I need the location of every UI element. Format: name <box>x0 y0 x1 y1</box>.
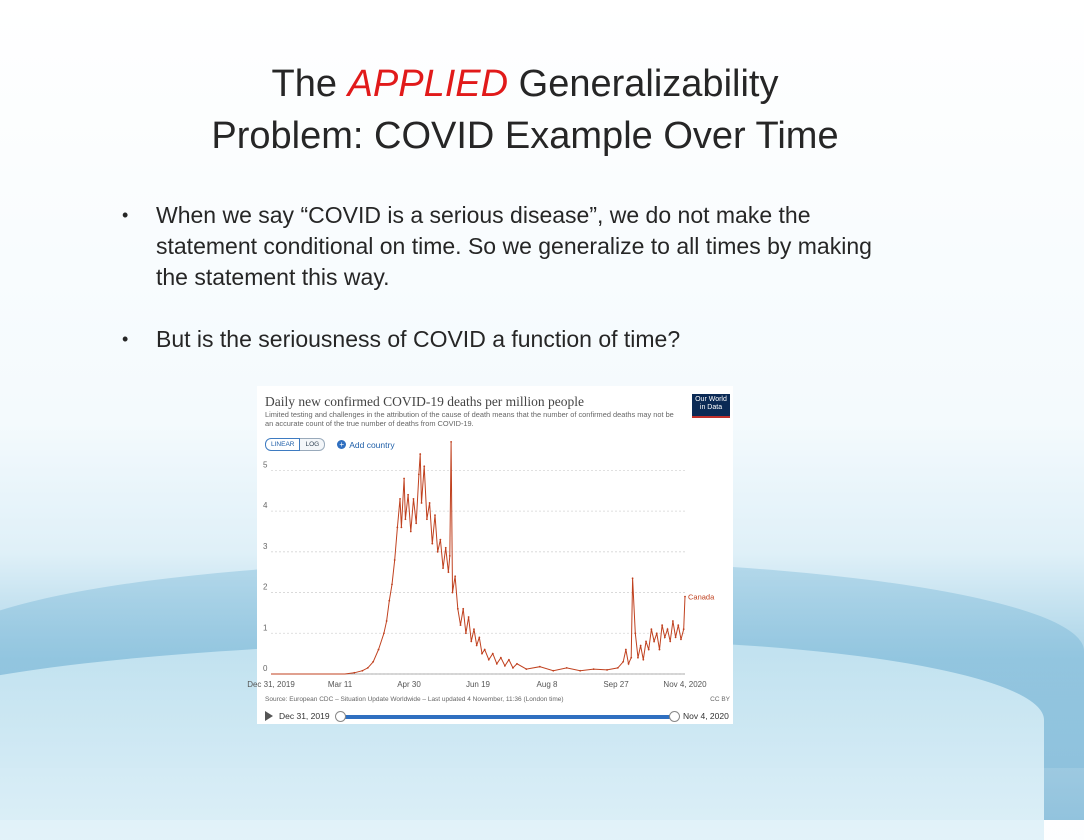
timeline-slider <box>257 708 733 724</box>
data-point <box>628 663 630 665</box>
data-point <box>478 636 480 638</box>
data-point <box>372 661 374 663</box>
data-point <box>421 502 423 504</box>
timeline-track[interactable] <box>339 715 675 719</box>
x-tick-label: Jun 19 <box>465 680 491 689</box>
data-point <box>664 636 666 638</box>
data-point <box>476 645 478 647</box>
data-point <box>539 666 541 668</box>
data-point <box>439 539 441 541</box>
x-tick-label: Aug 8 <box>536 680 558 689</box>
data-point <box>419 453 421 455</box>
data-point <box>410 531 412 533</box>
log-button[interactable]: LOG <box>300 438 325 451</box>
data-point <box>667 628 669 630</box>
data-point <box>645 641 647 643</box>
title-line-1 <box>120 58 930 110</box>
data-point <box>630 657 632 659</box>
data-point <box>386 620 388 622</box>
timeline-start-label: Dec 31, 2019 <box>279 711 330 721</box>
data-point <box>353 672 355 674</box>
title-line-2: Problem: COVID Example Over Time <box>211 115 839 157</box>
x-tick-label: Nov 4, 2020 <box>663 680 707 689</box>
title-suffix: Generalizability <box>508 63 779 105</box>
data-point <box>383 632 385 634</box>
data-point <box>431 543 433 545</box>
data-point <box>579 670 581 672</box>
data-point <box>470 641 472 643</box>
data-point <box>653 641 655 643</box>
chart-title: Daily new confirmed COVID-19 deaths per million people <box>265 394 585 409</box>
play-icon[interactable] <box>265 711 273 721</box>
data-point <box>415 522 417 524</box>
series-label-canada: Canada <box>688 592 715 602</box>
data-point <box>448 571 450 573</box>
data-point <box>650 628 652 630</box>
data-point <box>492 653 494 655</box>
y-tick-label: 0 <box>263 664 268 673</box>
linear-button[interactable]: LINEAR <box>265 438 300 451</box>
data-point <box>642 659 644 661</box>
data-point <box>637 657 639 659</box>
bullet-item <box>122 200 902 293</box>
data-point <box>400 526 402 528</box>
chart-source <box>265 696 730 703</box>
line-chart <box>247 386 733 696</box>
data-point <box>516 663 518 665</box>
data-point <box>625 649 627 651</box>
timeline-end-label: Nov 4, 2020 <box>683 711 729 721</box>
bullet-item <box>122 324 902 355</box>
chart-subtitle: Limited testing and challenges in the attribution of the cause of death means that the number of confirmed deaths may not be an accurate count of the true number of deaths from COVID-19. <box>265 410 674 428</box>
data-point <box>396 526 398 528</box>
bullet-text: But is the seriousness of COVID a function of time? <box>156 326 681 352</box>
data-point <box>680 638 682 640</box>
title-emphasis: APPLIED <box>347 63 509 105</box>
x-tick-label: Mar 11 <box>327 680 353 689</box>
slide-title <box>120 58 930 162</box>
data-point <box>484 649 486 651</box>
data-point <box>481 653 483 655</box>
data-point <box>450 441 452 443</box>
data-point <box>488 659 490 661</box>
y-tick-label: 4 <box>263 501 268 511</box>
data-point <box>388 600 390 602</box>
data-point <box>418 474 420 476</box>
data-point <box>659 649 661 651</box>
data-point <box>504 665 506 667</box>
data-point <box>648 649 650 651</box>
data-point <box>378 649 380 651</box>
data-point <box>672 620 674 622</box>
data-point <box>465 632 467 634</box>
source-text: Source: European CDC – Situation Update Worldwide – Last updated 4 November, 11:36 (London time) <box>265 696 564 703</box>
data-point <box>512 667 514 669</box>
x-tick-label: Dec 31, 2019 <box>247 680 295 689</box>
data-point <box>566 667 568 669</box>
data-point <box>462 608 464 610</box>
data-point <box>508 659 510 661</box>
data-point <box>394 559 396 561</box>
data-point <box>677 624 679 626</box>
data-point <box>496 663 498 665</box>
data-point <box>362 670 364 672</box>
data-point <box>437 551 439 553</box>
data-point <box>399 498 401 500</box>
data-point <box>622 661 624 663</box>
title-prefix: The <box>271 63 348 105</box>
data-point <box>434 514 436 516</box>
bullet-marker: • <box>122 205 129 225</box>
y-tick-label: 3 <box>263 541 268 551</box>
bullet-text: When we say “COVID is a serious disease”, we do not make the statement conditional on time. So we generalize to all times by making the statement this way. <box>156 202 872 290</box>
data-point <box>656 632 658 634</box>
data-point <box>403 478 405 480</box>
data-point <box>525 668 527 670</box>
data-point <box>669 641 671 643</box>
data-point <box>457 608 459 610</box>
x-tick-label: Sep 27 <box>603 680 629 689</box>
data-point <box>426 518 428 520</box>
series-line-canada <box>271 439 685 674</box>
data-point <box>405 518 407 520</box>
data-point <box>684 596 686 598</box>
y-tick-label: 5 <box>263 460 268 470</box>
owid-logo: Our World in Data <box>692 394 730 418</box>
data-point <box>452 592 454 594</box>
license-label: CC BY <box>710 696 730 703</box>
data-point <box>429 502 431 504</box>
data-point <box>552 670 554 672</box>
data-point <box>413 498 415 500</box>
plus-circle-icon: + <box>337 440 346 449</box>
data-point <box>445 547 447 549</box>
data-point <box>442 567 444 569</box>
data-point <box>500 657 502 659</box>
data-point <box>468 616 470 618</box>
chart-image-panel <box>247 386 733 724</box>
data-point <box>593 668 595 670</box>
data-point <box>606 669 608 671</box>
data-point <box>367 667 369 669</box>
data-point <box>473 628 475 630</box>
data-point <box>661 624 663 626</box>
add-country-label: Add country <box>349 439 395 450</box>
data-point <box>640 645 642 647</box>
data-point <box>407 494 409 496</box>
data-point <box>454 575 456 577</box>
bullet-list <box>122 200 902 386</box>
data-point <box>683 628 685 630</box>
data-point <box>460 624 462 626</box>
data-point <box>634 632 636 634</box>
y-tick-label: 2 <box>263 582 268 592</box>
data-point <box>632 577 634 579</box>
data-point <box>675 636 677 638</box>
data-point <box>391 584 393 586</box>
y-tick-label: 1 <box>263 623 268 633</box>
data-point <box>617 667 619 669</box>
bullet-marker: • <box>122 329 129 349</box>
data-point <box>449 555 451 557</box>
timeline-start-handle[interactable] <box>335 711 346 722</box>
x-tick-label: Apr 30 <box>397 680 421 689</box>
timeline-end-handle[interactable] <box>669 711 680 722</box>
data-point <box>423 465 425 467</box>
